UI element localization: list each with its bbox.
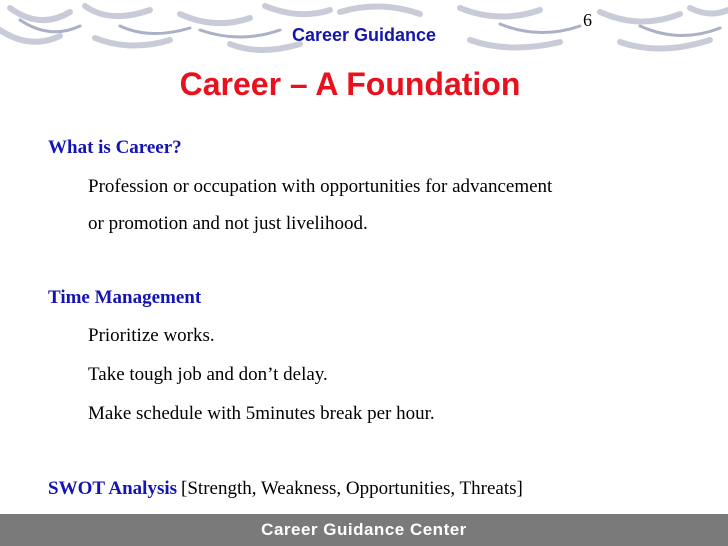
- footer-bar: [0, 514, 728, 546]
- footer-text: Career Guidance Center: [261, 520, 467, 539]
- section-heading: SWOT Analysis: [48, 478, 178, 499]
- section-line: Make schedule with 5minutes break per hour.: [88, 403, 435, 424]
- section-line: Take tough job and don’t delay.: [88, 364, 328, 385]
- section-line: or promotion and not just livelihood.: [88, 213, 368, 234]
- section-swot-analysis: [48, 478, 523, 500]
- section-heading: What is Career?: [48, 137, 182, 158]
- section-line: Prioritize works.: [88, 325, 215, 346]
- slide-number: 6: [583, 10, 592, 30]
- section-note: [Strength, Weakness, Opportunities, Threats]: [181, 478, 523, 499]
- section-heading: Time Management: [48, 287, 202, 308]
- section-time-management: [48, 287, 201, 309]
- section-line: Profession or occupation with opportunities for advancement: [88, 176, 553, 197]
- header-title: Career Guidance: [291, 25, 437, 45]
- slide-title: Career – A Foundation: [179, 66, 521, 102]
- section-what-is-career: [48, 137, 182, 159]
